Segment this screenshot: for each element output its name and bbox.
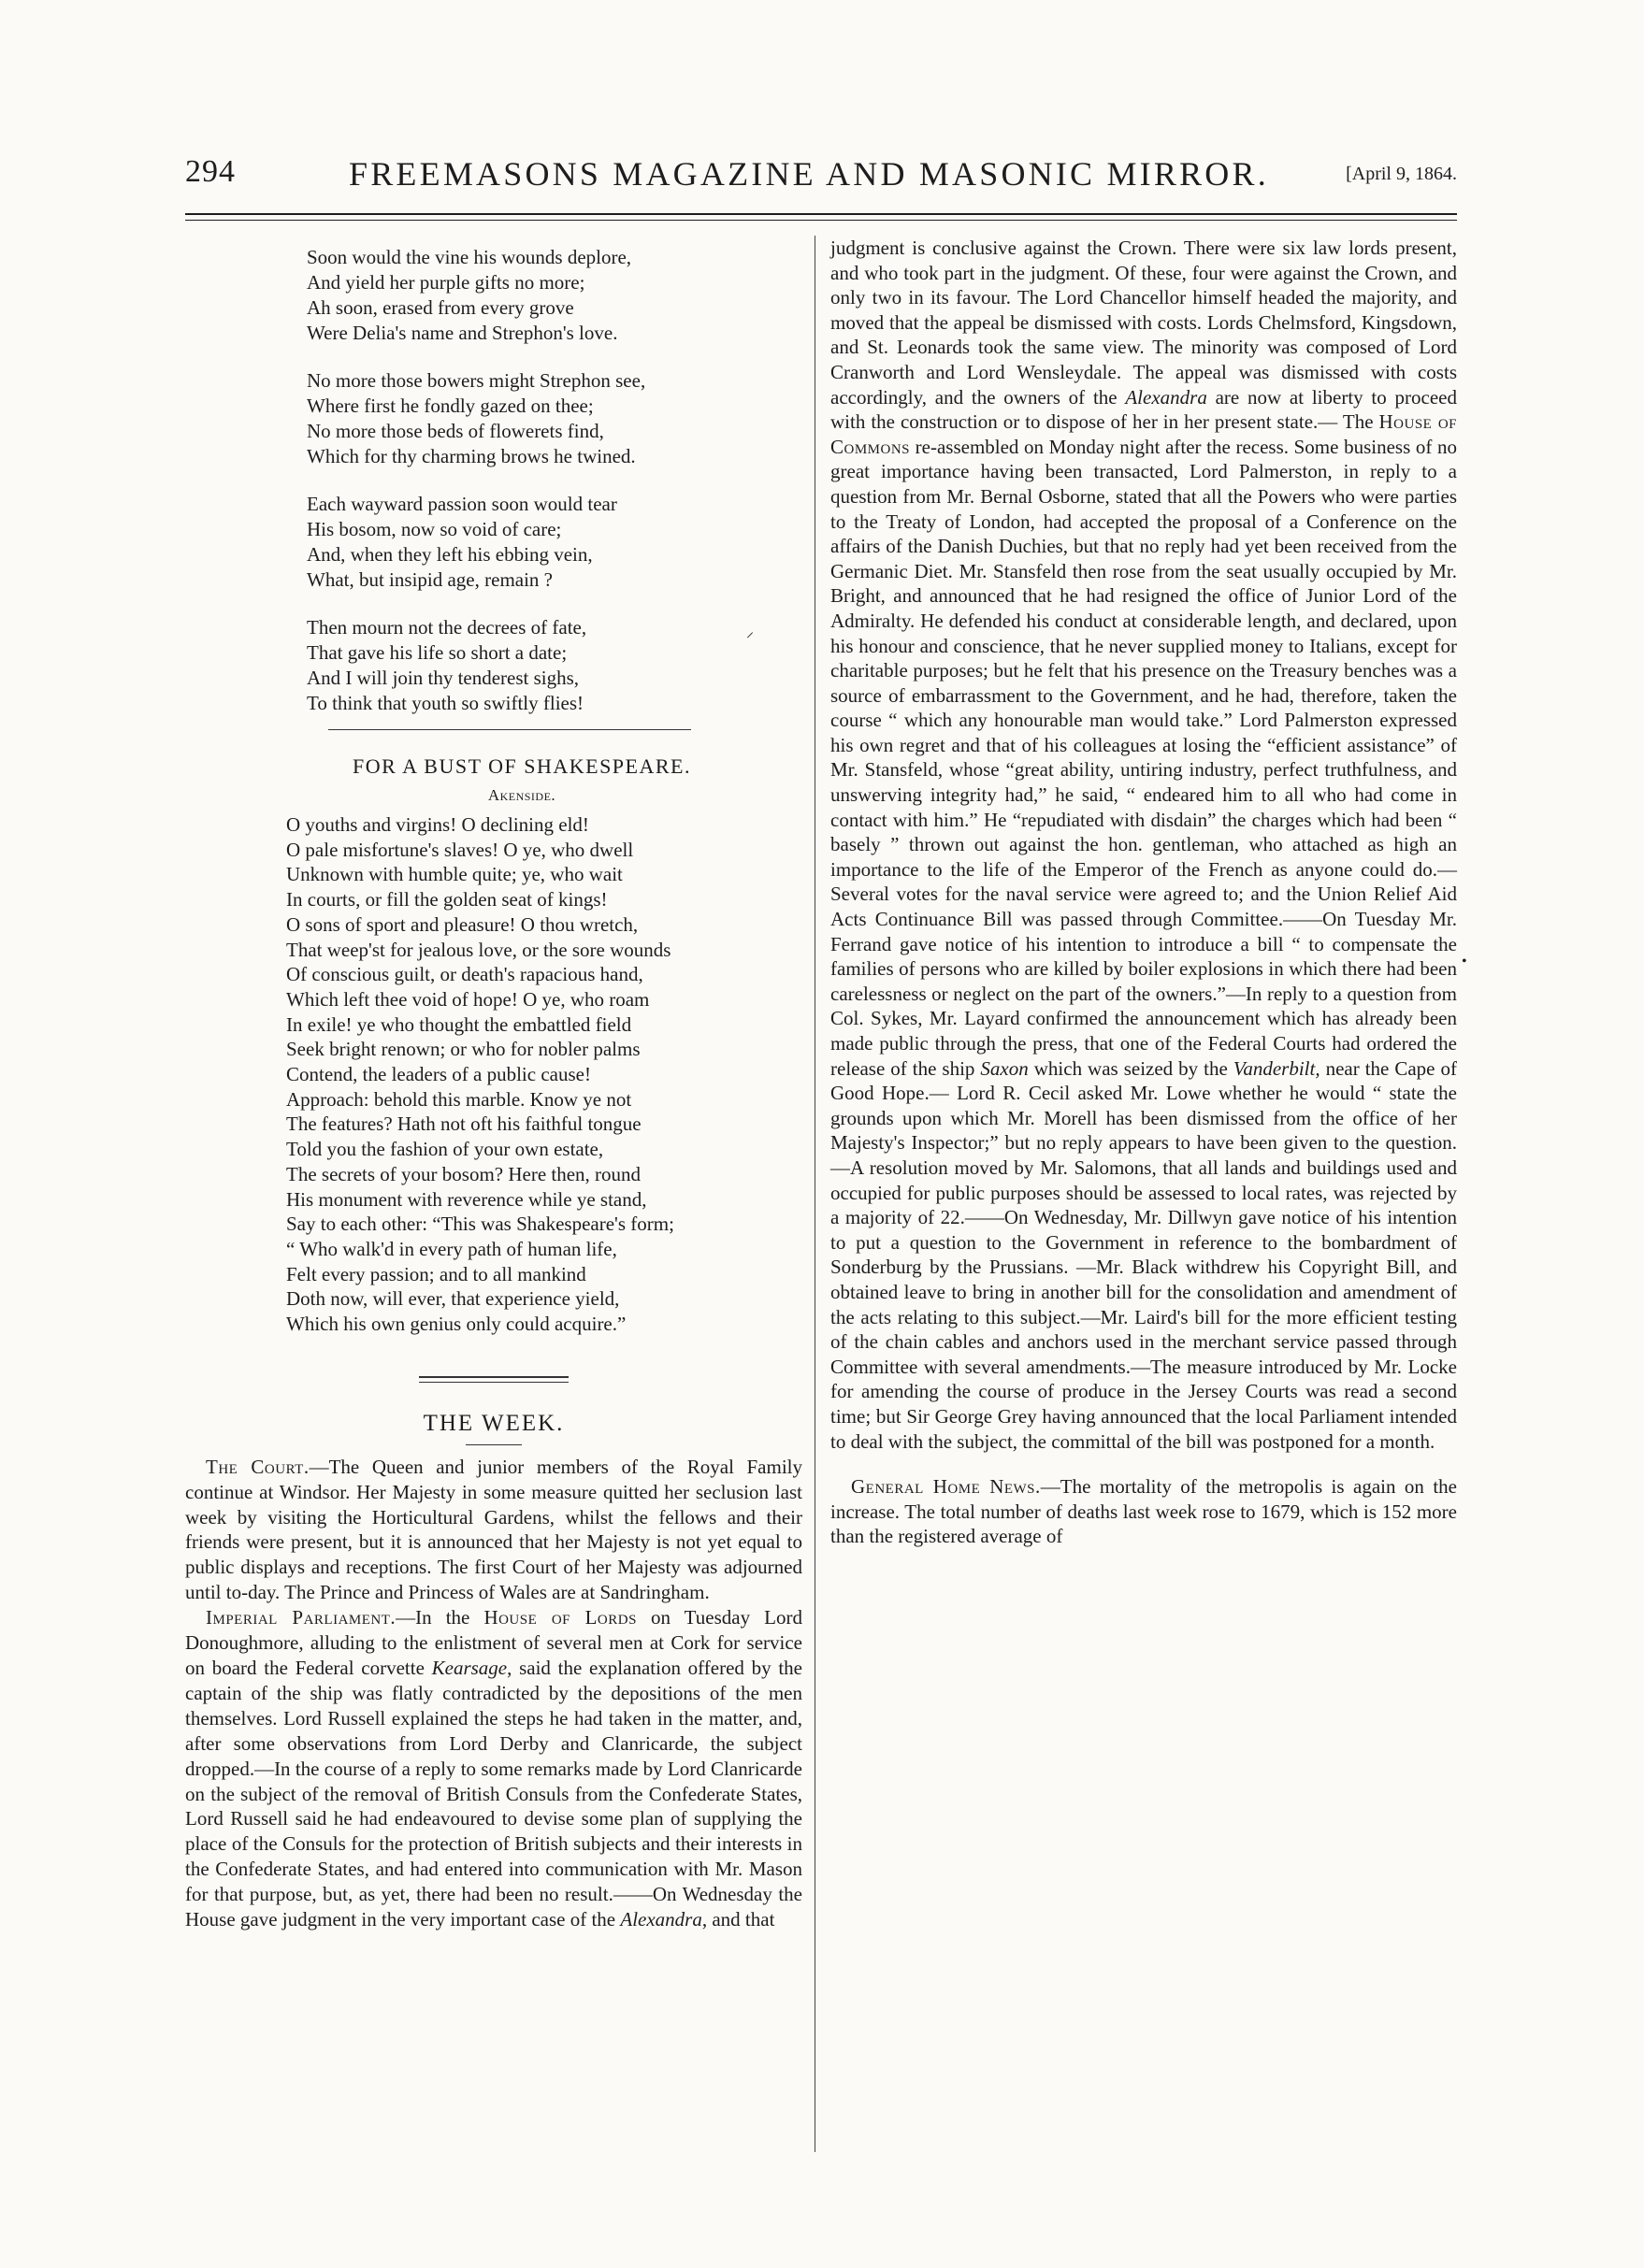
paragraph-parliament: [185, 1605, 802, 1932]
verse-line: To think that youth so swiftly flies!: [307, 692, 584, 714]
ship-name: Alexandra: [620, 1908, 702, 1931]
stray-mark: •: [1462, 954, 1467, 969]
verse-line: That weep'st for jealous love, or the sore wounds: [286, 938, 671, 961]
verse-line: Doth now, will ever, that experience yield,: [286, 1287, 620, 1311]
verse-line: Felt every passion; and to all mankind: [286, 1262, 586, 1285]
stanza: [307, 245, 802, 346]
verse-line: The secrets of your bosom? Here then, round: [286, 1162, 642, 1185]
verse-line: Where first he fondly gazed on thee;: [307, 395, 594, 417]
poem-continuation: [307, 245, 802, 716]
paragraph-head: General Home News.: [851, 1475, 1041, 1499]
text-run: re-assembled on Monday night after the recess. Some business of no great importance having been transacted, Lord Palmerston, in reply to a question from Mr. Bernal Osborne, stated that all the Powers who were parties to the Treaty of London, had accepted the proposal of a Conference on the affairs of the Danish Duchies, but that no reply had yet been received from the Germanic Diet. Mr. Stansfeld then rose from the seat usually occupied by Mr. Bright, and announced that he had resigned the office of Junior Lord of the Admiralty. He defended his conduct at considerable length, and declared, upon his honour and conscience, that he never supplied money to Italians, except for charitable purposes; but he felt that his presence on the Treasury benches was a source of embarrassment to the Government, and he had, therefore, taken the course “ which any honourable man would take.” Lord Palmerston expressed his own regret and that of his colleagues at losing the “efficient assistance” of Mr. Stansfeld, whose “great ability, untiring industry, perfect truthfulness, and unswerving integrity had,” he said, “ endeared him to all who had come in contact with him.” He “repudiated with disdain” the charges which had been “ basely ” thrown out against the hon. gentleman, who attached as high an importance to the life of the Emperor of the French as anyone could do.—Several votes for the naval service were agreed to; and the Union Relief Aid Acts Continuance Bill was passed through Committee.——On Tuesday Mr. Ferrand gave notice of his intention to introduce a bill “ to compensate the families of persons who are killed by boiler explosions in which there had been carelessness or neglect on the part of the owners.”—In reply to a question from Col. Sykes, Mr. Layard confirmed the announcement which has already been made public through the press, that one of the Federal Courts had ordered the release of the ship: [830, 435, 1457, 1080]
verse-line: And I will join thy tenderest sighs,: [307, 667, 580, 689]
verse-line: O pale misfortune's slaves! O ye, who dwell: [286, 838, 634, 861]
ship-name: Vanderbilt,: [1233, 1056, 1320, 1080]
right-column: [830, 236, 1457, 1549]
verse-line: In courts, or fill the golden seat of kings!: [286, 888, 608, 912]
verse-line: That gave his life so short a date;: [307, 641, 568, 664]
page-header: [185, 154, 1457, 201]
verse-line: Seek bright renown; or who for nobler palms: [286, 1038, 641, 1061]
ship-name: Kearsage: [431, 1657, 508, 1680]
poem-author: Akenside.: [487, 786, 556, 804]
magazine-title: FREEMASONS MAGAZINE AND MASONIC MIRROR.: [349, 155, 1269, 193]
verse-line: Told you the fashion of your own estate,: [286, 1138, 604, 1161]
verse-line: Which left thee void of hope! O ye, who roam: [286, 987, 650, 1011]
verse-line: The features? Hath not oft his faithful tongue: [286, 1112, 642, 1136]
verse-line: And, when they left his ebbing vein,: [307, 543, 593, 566]
verse-line: His bosom, now so void of care;: [307, 518, 562, 540]
paragraph-home-news: [830, 1474, 1457, 1549]
verse-line: What, but insipid age, remain ?: [307, 568, 554, 591]
header-rule-thin: [185, 220, 1457, 221]
verse-line: No more those bowers might Strephon see,: [307, 369, 646, 392]
verse-line: “ Who walk'd in every path of human life,: [286, 1237, 617, 1260]
verse-line: No more those beds of flowerets find,: [307, 420, 604, 442]
verse-line: Soon would the vine his wounds deplore,: [307, 246, 632, 268]
ship-name: Alexandra: [1125, 385, 1207, 409]
house-of-lords: House of Lords: [483, 1606, 637, 1629]
issue-date: [April 9, 1864.: [1346, 164, 1457, 184]
verse-line: O sons of sport and pleasure! O thou wretch,: [286, 912, 639, 936]
verse-line: Approach: behold this marble. Know ye not: [286, 1087, 632, 1111]
page-number: 294: [185, 154, 236, 189]
stanza: [307, 615, 802, 716]
stray-mark: ⸝: [746, 624, 755, 640]
verse-line: Then mourn not the decrees of fate,: [307, 616, 587, 639]
shakespeare-poem: [286, 812, 802, 1337]
text-run: on Tuesday Lord Donoughmore, alluding to the enlistment of several men at Cork for service on board the Federal corvette: [185, 1606, 802, 1680]
text-run: are now at liberty to proceed with the construction or to dispose of her in her present state.— The: [830, 385, 1457, 434]
section-heading-the-week: THE WEEK.: [423, 1410, 565, 1436]
text-run: —In the: [396, 1606, 484, 1629]
header-rule-thick: [185, 213, 1457, 215]
double-rule: [419, 1376, 569, 1383]
ship-name: Saxon: [980, 1056, 1029, 1080]
house-of-commons: House of Commons: [830, 410, 1457, 458]
paragraph-text: —The mortality of the metropolis is again on the increase. The total number of deaths last week rose to 1679, which is 152 more than the registered average of: [830, 1475, 1458, 1548]
paragraph-court: [185, 1455, 802, 1605]
text-run: near the Cape of Good Hope.— Lord R. Cecil asked Mr. Lowe whether he would “ state the grounds upon which Mr. Morell has been dismissed from the office of her Majesty's Inspector;” but no reply appears to have been given to the question.—A resolution moved by Mr. Salomons, that all lands and buildings used and occupied for public purposes should be assessed to local rates, was rejected by a majority of 22.——On Wednesday, Mr. Dillwyn gave notice of his intention to put a question to the Government in reference to the bombardment of Sonderburg by the Prussians. —Mr. Black withdrew his Copyright Bill, and obtained leave to bring in another bill for the consolidation and amendment of the acts relating to this subject.—Mr. Laird's bill for the more efficient testing of the chain cables and anchors used in the merchant service passed through Committee with several amendments.—The measure introduced by Mr. Locke for amending the course of produce in the Jersey Courts was read a second time; but Sir George Grey having announced that the local Parliament intended to deal with the subject, the committal of the bill was postponed for a month.: [830, 1056, 1457, 1453]
verse-line: O youths and virgins! O declining eld!: [286, 813, 589, 836]
verse-line: In exile! ye who thought the embattled field: [286, 1012, 632, 1036]
paragraph-head: The Court.: [206, 1455, 310, 1478]
left-column: [185, 245, 802, 1932]
verse-line: His monument with reverence while ye stand,: [286, 1187, 647, 1211]
verse-line: Were Delia's name and Strephon's love.: [307, 322, 618, 344]
paragraph-parliament-continued: [830, 236, 1457, 1454]
text-run: , said the explanation offered by the captain of the ship was flatly contradicted by the depositions of the men themselves. Lord Russell explained the steps he had taken in the matter, and, after some observations from Lord Derby and Clanricarde, the subject dropped.—In the course of a reply to some remarks made by Lord Clanricarde on the subject of the removal of British Consuls from the Confederate States, Lord Russell said he had endeavoured to devise some plan of supplying the place of the Consuls for the protection of British subjects and their interests in the Confederate States, and had entered into communication with Mr. Mason for that purpose, but, as yet, there had been no result.——On Wednesday the House gave judgment in the very important case of the: [185, 1657, 802, 1931]
paragraph-text: —The Queen and junior members of the Royal Family continue at Windsor. Her Majesty in some measure quitted her seclusion last week by visiting the Horticultural Gardens, whilst the fellows and their friends were present, but it is announced that her Majesty is not yet equal to public displays and receptions. The first Court of her Majesty was adjourned until to-day. The Prince and Princess of Wales are at Sandringham.: [185, 1455, 803, 1604]
verse-line: Each wayward passion soon would tear: [307, 493, 617, 515]
section-separator: [328, 729, 691, 730]
text-run: judgment is conclusive against the Crown. There were six law lords present, and who took part in the judgment. Of these, four were against the Crown, and only two in its favour. The Lord Chancellor himself headed the majority, and moved that the appeal be dismissed with costs. Lords Chelmsford, Kingsdown, and St. Leonards took the same view. The minority was composed of Lord Cranworth and Lord Wensleydale. The appeal was dismissed with costs accordingly, and the owners of the: [830, 237, 1457, 409]
text-run: , and that: [701, 1908, 775, 1931]
heading-underline: [466, 1444, 522, 1445]
poem-title: FOR A BUST OF SHAKESPEARE.: [353, 754, 691, 778]
stanza: [307, 368, 802, 469]
verse-line: Say to each other: “This was Shakespeare's form;: [286, 1213, 674, 1236]
verse-line: Which his own genius only could acquire.”: [286, 1313, 627, 1336]
text-run: which was seized by the: [1028, 1056, 1233, 1080]
verse-line: Contend, the leaders of a public cause!: [286, 1063, 591, 1086]
paragraph-head: Imperial Parliament.: [206, 1606, 397, 1629]
verse-line: Which for thy charming brows he twined.: [307, 445, 636, 467]
stanza: [307, 492, 802, 593]
verse-line: Of conscious guilt, or death's rapacious hand,: [286, 963, 643, 986]
verse-line: Unknown with humble quite; ye, who wait: [286, 863, 623, 886]
verse-line: Ah soon, erased from every grove: [307, 296, 574, 319]
verse-line: And yield her purple gifts no more;: [307, 271, 585, 294]
